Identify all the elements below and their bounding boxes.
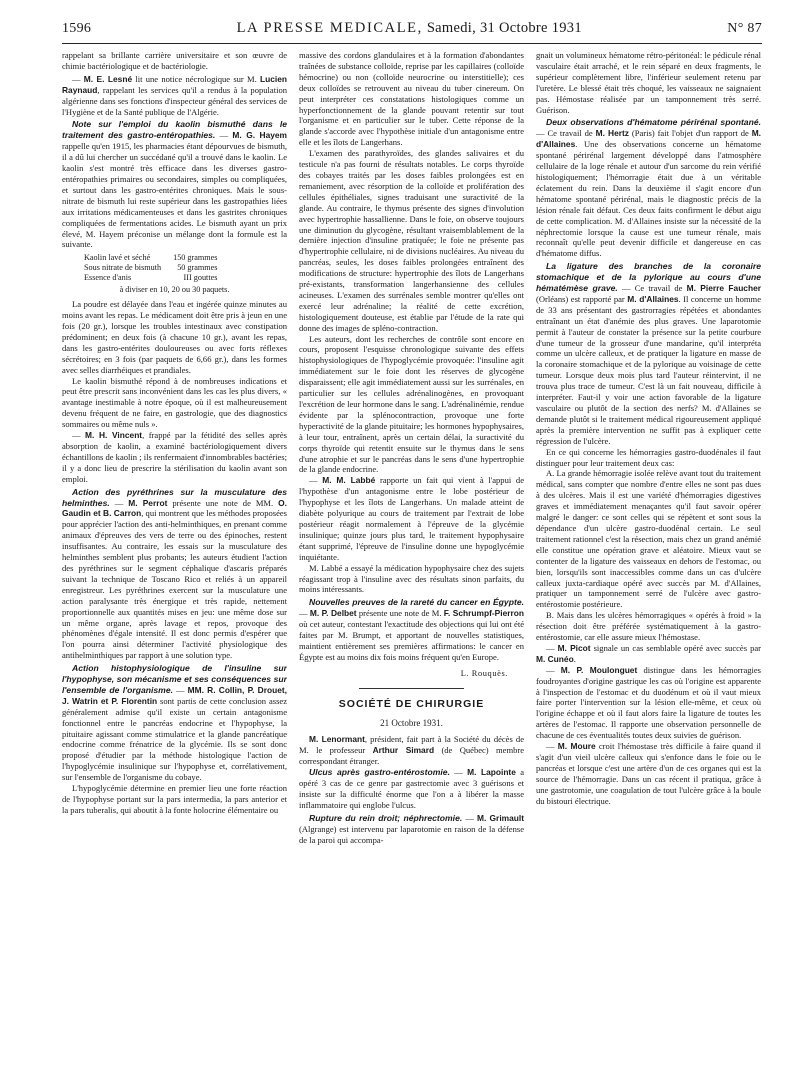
author-names: O. Gaudin et B. Carron <box>62 497 287 519</box>
article-columns <box>62 50 762 1070</box>
text: croit l'hémostase très difficile à faire quand il s'agit d'un vieil ulcère calleux qui s'enfonce dans le foie ou le pancréas et lorsque c'est une artère d'un de ces organes qui est la source de l'hémorragie. Dans un cas récent il pratiqua, grâce à une gastrotomie, une coagulation de tout l'ulcère grâce à la boule du bistouri électrique. <box>536 741 761 806</box>
speaker-name: M. Perrot <box>128 497 168 508</box>
recipe-table <box>84 253 221 283</box>
recipe-row <box>84 273 221 283</box>
paragraph: Le kaolin bismuthé répond à de nombreuses indications et peut être prescrit sans inconvénient dans les cas les plus divers, « avantage inestimable à notre époque, où il est malheureusement devenu fréquent de ne faire, en gastrologie, que des diagnostics sommaires ou même nuls ». <box>62 375 287 430</box>
issue-date: Samedi, 31 Octobre 1931 <box>426 20 582 36</box>
paragraph: Action histophysiologique de l'insuline sur l'hypophyse, son mécanisme et ses conséquences sur l'ensemble de l'organisme. — MM. R. Collin, P. Drouet, J. Watrin et P. Florentin sont partis de cette conclusion assez généralement admise qu'il existe un certain antagonisme fonctionnel entre le pancréas endocrine et l'hypophyse, la pituitaire agissant comme stimulatrice et la glande pancréatique endocrine comme frénatrice de la glycémie. Ils se sont donc proposé d'étudier par la méthode histologique l'action de l'hypoglycémie insulinique sur l'hypophyse et, corrélativement, sur l'ensemble de l'organisme du cobaye. <box>62 663 287 783</box>
text: où cet auteur, contestant l'exactitude des objections qui lui ont été faites par M. Brumpt, et apportant de nouvelles statistiques, maintient entièrement ses premières affirmations: le cancer en Égypte est au moins dix fois moins fréquent qu'en Europe. <box>299 619 524 662</box>
text: rappelle qu'en 1915, les pharmacies étant dépourvues de bismuth, il a dû lui chercher un succédané qu'il a trouvé dans le kaolin. Le kaolin s'est montré très efficace dans les diverses gastro-entéropathies primaires ou secondaires, simples ou compliquées, et surtout dans les gastro-entérites chroniques. Mais le sous-nitrate de bismuth lui reste supérieur dans les gastropathies liées aux irritations médicamenteuses et dans les gastrites chroniques compliquées de fermentations acides. Le bismuth ayant un prix élevé, M. Hayem préconise un mélange dont la formule est la suivante. <box>62 141 287 250</box>
recipe-item: Kaolin lavé et séché <box>84 253 151 263</box>
section-divider <box>359 688 464 689</box>
speaker-name: M. Moure <box>557 741 596 752</box>
paragraph: Rupture du rein droit; néphrectomie. — M. Grimault (Algrange) est intervenu par laparotomie en raison de la défense de la paroi qui accompa- <box>299 812 524 845</box>
text: distingue dans les hémorragies foudroyantes d'origine gastrique les cas où l'origine est apparente à l'inspection de l'estomac et du duodénum et où il vaut mieux faire porter l'intervention sur la lésion elle-même, et ceux où l'origine échappe et où il faut alors faire la ligature de toutes les artères de l'estomac. Il rapporte une observation personnelle de chacune de ces éventualités toutes deux suivies de guérison. <box>536 664 761 741</box>
journal-name: LA PRESSE MEDICALE, <box>236 20 423 36</box>
paragraph: A. La grande hémorragie isolée relève avant tout du traitement médical, sans compter que nombre d'entre elles ne sont pas dues à des ulcères. Mais il est une variété d'hémorragies digestives graves et immédiatement menaçantes qu'il faut savoir opérer malgré le danger: ce sont celles qui se répètent et sont sous la dépendance d'un ulcère gastro-duodénal certain. Le seul traitement rationnel c'est la résection, mais chez un grand anémié elle constitue une opération grave et aléatoire. Mieux vaut se contenter de la ligature des vaisseaux en dehors de l'estomac, ou bien, lorsqu'ils sont inaccessibles comme dans un cas d'ulcère calleux juxta-cardiaque opéré avec succès par M. d'Allaines, pratiquer un tamponnement serré de l'ulcère avec gastro-entérostomie postérieure. <box>536 468 761 610</box>
person-name: Arthur Simard <box>372 745 435 756</box>
paragraph: B. Mais dans les ulcères hémorragiques « opérés à froid » la résection doit être préférée systématiquement à la gastro-entérostomie, car elle assure mieux l'hémostase. <box>536 610 761 643</box>
page-header <box>62 20 762 42</box>
paragraph: — M. P. Moulonguet distingue dans les hémorragies foudroyantes d'origine gastrique les cas où l'origine est apparente à l'inspection de l'estomac et du duodénum et où il vaut mieux faire porter l'intervention sur la lésion elle-même, et ceux où l'origine échappe et où il faut alors faire la ligature de toutes les artères de l'estomac. Il rapporte une observation personnelle de chacune de ces éventualités toutes deux suivies de guérison. <box>536 664 761 741</box>
society-date: 21 Octobre 1931. <box>380 717 443 728</box>
person-name: M. d'Allaines <box>627 293 679 304</box>
recipe-qty: III gouttes <box>183 273 218 283</box>
recipe-row <box>84 253 221 263</box>
speaker-name: M. Lenormant <box>309 734 365 745</box>
recipe-qty: 150 grammes <box>173 253 218 263</box>
text: — Ce travail de <box>536 128 596 139</box>
text: lit une notice nécrologique sur M. <box>132 73 260 84</box>
paragraph: L'hypoglycémie détermine en premier lieu une forte réaction de l'hypophyse portant sur la pars intermedia, la pars anterior et la pars tuberalis, qui aboutit à la fonte holocrine élémentaire ou <box>62 783 287 815</box>
text: a opéré 3 cas de ce genre par gastrectomie avec 3 guérisons et insiste sur la difficulté énorme que l'on a à libérer la masse inflammatoire qui englobe l'ulcus. <box>299 767 524 810</box>
text: sont partis de cette conclusion assez généralement admise qu'il existe un certain antagonisme fonctionnel entre le pancréas endocrine et l'hypophyse, la pituitaire agissant comme stimulatrice et la glande pancréatique endocrine comme frénatrice de la glycémie. Ils se sont donc proposé d'étudier par la méthode histologique l'action de l'hypoglycémie insulinique sur l'hypophyse et, corrélativement, sur l'ensemble de l'organisme du cobaye. <box>62 695 287 783</box>
paragraph: L'examen des parathyroïdes, des glandes salivaires et du testicule n'a pas fourni de résultats notables. Le corps thyroïde des cobayes traités par les doses faibles prolongées est en remaniement, avec résorption de la colloïde et prolifération des cellules épithéliales, signes traduisant une suractivité de la glande. Au contraire, le thymus présente des signes d'involution avec hypertrophie hassallienne. Dans le foie, on observe toujours une diminution du glycogène, résultant vraisemblablement de la dernière injection d'insuline pratiquée; le foie ne présente pas d'hypertrophie cellulaire, ni de divisions nucléaires. Au niveau du pancréas, seules, les doses faibles prolongées entraînent des modifications de structure: hypertrophie des îlots de Langerhans pré-existants, transformation langerhansienne des cellules acineuses. L'examen des surrénales semble montrer qu'elles ont exercé leur adrénaline; la réalité de cette excrétion, histologiquement douteuse, est établie par l'étude de la rate qui donne des images de spléno-contraction. <box>299 148 524 333</box>
text: présente une note de MM. <box>167 497 279 508</box>
paragraph: Note sur l'emploi du kaolin bismuthé dans le traitement des gastro-entéropathies. — M. G. Hayem rappelle qu'en 1915, les pharmacies étant dépourvues de bismuth, il a dû lui chercher un succédané qu'il a trouvé dans le kaolin. Le kaolin s'est montré très efficace dans les diverses gastro-entéropathies primaires ou secondaires, simples ou compliquées, et surtout dans les gastro-entérites chroniques. Mais le sous-nitrate de bismuth lui reste supérieur dans les gastropathies liées aux irritations médicamenteuses et dans les gastrites chroniques compliquées de fermentations acides. Le bismuth ayant un prix élevé, M. Hayem préconise un mélange dont la formule est la suivante. <box>62 119 287 250</box>
speaker-name: M. Hertz <box>595 128 629 139</box>
paragraph: En ce qui concerne les hémorragies gastro-duodénales il faut distinguer pour leur traitement deux cas: <box>536 446 761 468</box>
person-name: M. Cunéo <box>536 653 574 664</box>
section-title: La ligature des branches de la coronaire stomachique et de la pylorique au cours d'une hématémèse grave. <box>536 261 761 294</box>
recipe-item: Essence d'anis <box>84 273 132 283</box>
paragraph: — M. E. Lesné lit une notice nécrologique sur M. Lucien Raynaud, rappelant les services qu'il a rendus à la population algérienne dans ses fonctions d'inspecteur général des services de l'Hygiène et de la Santé publique de l'Algérie. <box>62 73 287 117</box>
person-name: Lucien Raynaud <box>62 73 287 95</box>
column-1 <box>62 50 287 1070</box>
paragraph: massive des cordons glandulaires et à la formation d'abondantes traînées de substance colloïde, reprise par les capillaires (colloïde hémocrine) ou non (colloïde neurocrine ou interstitielle); ces deux colloïdes se retrouvent au niveau du tuber cinereum. On peut interpréter ces constatations histologiques comme un hyperfonctionnement de la glande pouvant retentir sur tout l'organisme et en particulier sur le tuber. Cette réponse de la glande s'accorde avec l'hypothèse initiale d'un antagonisme entre elle et les îlots de Langerhans. <box>299 50 524 148</box>
page-number: 1596 <box>62 21 92 36</box>
issue-number: N° 87 <box>727 21 762 36</box>
person-name: F. Schrumpf-Pierron <box>443 608 524 619</box>
text: . <box>573 653 576 664</box>
paragraph: — M. Picot signale un cas semblable opéré avec succès par M. Cunéo. <box>536 642 761 664</box>
recipe-note: à diviser en 10, 20 ou 30 paquets. <box>119 285 230 295</box>
recipe-row <box>84 263 221 273</box>
paragraph: — M. Moure croit l'hémostase très difficile à faire quand il s'agit d'un vieil ulcère calleux qui s'enfonce dans le foie ou le pancréas et lorsque c'est une artère d'un de ces organes qui est la source de l'hémorragie. Dans un cas récent il pratiqua, grâce à une gastrotomie, une coagulation de tout l'ulcère grâce à la boule du bistouri électrique. <box>536 741 761 806</box>
column-3 <box>536 50 761 1070</box>
text: (Orléans) est rapporté par <box>536 293 628 304</box>
text: . Une des observations concerne un hématome spontané périrénal largement développé dans l'atmosphère cellulaire de la loge rénale et autour d'un sarcome du rein vérifié histologiquement; l'hémorragie était due à un véritable éclatement du rein. Dans la deuxième il s'agit encore d'un hématome spontané périrénal, mais le diagnostic précis de la lésion rénale fait défaut. Ces deux faits confirment le début aigu de cette complication. M. d'Allaines insiste sur la nécessité de la néphrectomie lorsque la cause est une tumeur rénale, mais reconnaît qu'elle peut devenir difficile et dangereuse en cas d'hématome diffus. <box>536 139 761 259</box>
paragraph <box>536 117 761 259</box>
text: . Il concerne un homme de 33 ans présentant des gastrorragies répétées et abondantes entraînant un état d'anémie des plus graves. Une laparotomie permit à l'auteur de constater la présence sur la petite courbure d'une tumeur de la grosseur d'une mandarine, qu'il interpréta comme un ulcère calleux, et de pratiquer la ligature en masse de la coronaire stomachique et de la pylorique au voisinage de cette tumeur. Lorsque deux mois plus tard l'auteur réintervint, il ne trouva plus trace de tumeur. C'est là un fait nouveau, difficile à interpréter. Faut-il y voir une action favorable de la ligature vasculaire ou plutôt de la section des nerfs? M. d'Allaines se demande plutôt si le traitement médical rigoureusement appliqué après la première intervention ne suffit pas à expliquer cette régression de l'ulcère. <box>536 293 761 446</box>
text: (Paris) fait l'objet d'un rapport de <box>628 128 752 139</box>
speaker-name: M. G. Hayem <box>232 130 287 141</box>
text: (de Québec) membre correspondant étranger. <box>299 745 524 767</box>
paragraph <box>536 261 761 446</box>
recipe-item: Sous nitrate de bismuth <box>84 263 162 273</box>
paragraph: — M. M. Labbé rapporte un fait qui vient à l'appui de l'hypothèse d'un antagonisme entre le lobe postérieur de l'hypophyse et les îlots de Langerhans. Un malade atteint de diabète polyurique au cours de traitement par l'extrait de lobe postérieur réagit normalement à l'épreuve de la glycémie insulinique; quinze jours plus tard, le traitement hypophysaire étant supprimé, l'épreuve de l'insuline donne une hypoglycémie inquiétante. <box>299 475 524 562</box>
section-title: Ulcus après gastro-entérostomie. <box>309 767 450 778</box>
speaker-name: M. Lapointe <box>467 767 516 778</box>
section-title: Rupture du rein droit; néphrectomie. <box>309 812 463 823</box>
speaker-name: M. M. Labbé <box>322 475 376 486</box>
text: , qui montrent que les méthodes proposées pour apprécier l'action des anti-helminthiques, en prenant comme animaux d'épreuves des vers de terre ou des épinoches, restent insuffisantes. Au contraire, les essais sur la musculature des helminthes semblent plus probants; les auteurs étudient l'action des pyréthrines sur le segment céphalique d'ascaris préparés suivant la technique de Toscano Rico et reliés à un appareil enregistreur. Les pyréthrines exercent sur la musculature une action paralysante très énergique et très rapide, nettement proportionnelle aux quantités mises en jeu: une même dose sur un même organe, après lavage et repos, provoque des phénomènes d'égale intensité. Il est donc permis d'espérer que l'on pourra ainsi déterminer l'activité physiologique des antihelminthiques par rapport à une solution type. <box>62 508 287 661</box>
paragraph: Nouvelles preuves de la rareté du cancer en Égypte. — M. P. Delbet présente une note de M. F. Schrumpf-Pierron où cet auteur, contestant l'exactitude des objections qui lui ont été faites par M. Brumpt, et apportant de nouvelles statistiques, maintient entièrement ses premières affirmations: le cancer en Égypte est au moins dix fois moins fréquent qu'en Europe. <box>299 597 524 662</box>
text: , rappelant les services qu'il a rendus à la population algérienne dans ses fonctions d'inspecteur général des services de l'Hygiène et de la Santé publique de l'Algérie. <box>62 84 287 117</box>
text: (Algrange) est intervenu par laparotomie en raison de la défense de la paroi qui accompa- <box>299 823 524 845</box>
section-title: Note sur l'emploi du kaolin bismuthé dans le traitement des gastro-entéropathies. <box>62 119 287 141</box>
speaker-name: M. Picot <box>557 642 591 653</box>
speaker-name: M. H. Vincent <box>85 430 143 441</box>
text: , frappé par la fétidité des selles après absorption de kaolin, a examiné bactériologiquement divers échantillons de kaolin ; ils renfermaient d'innombrables bactéries; il y a donc lieu de prescrire la stérilisation du kaolin avant son emploi. <box>62 430 287 484</box>
speaker-name: M. P. Delbet <box>309 608 357 619</box>
paragraph: La poudre est délayée dans l'eau et ingérée quinze minutes au moins avant les repas. Le médicament doit être pris à jeun en une fois (20 gr.), lorsque les troubles intestinaux avec constipation prédominent; en deux fois (à chacune 10 gr.), avant les repas, dans les gastro-entérites douloureuses ou avec forts réflexes sécrétoires; en 3 fois (par paquets de 6,66 gr.), dans les formes avec selles diarrhéiques et prandiales. <box>62 299 287 375</box>
section-title: Nouvelles preuves de la rareté du cancer en Égypte. <box>309 597 524 608</box>
paragraph: Les auteurs, dont les recherches de contrôle sont encore en cours, proposent l'esquisse chronologique suivante des effets histophysiologiques de l'hypoglycémie provoquée: l'insuline agit immédiatement sur le foie dont les réserves de glycogène disparaissent; elle agit immédiatement aussi sur les surrénales, en particulier sur les cellules adrénalinogènes, en provoquant l'excrétion de leur hormone dans le sang. L'adrénalinémie, rendue évidente par la splénocontraction, provoque une forte hyperactivité de la glande pituitaire; les hormones hypophysaires, à leur tour, entraînent, après un certain délai, la suractivité du corps thyroïde qui retentit ensuite sur le thymus dans le sens d'une atrophie et sur le pancréas dans le sens d'une hypertrophie de la glande endocrine. <box>299 333 524 475</box>
speaker-name: M. E. Lesné <box>83 73 133 84</box>
paragraph: Action des pyréthrines sur la musculature des helminthes. — M. Perrot présente une note de MM. O. Gaudin et B. Carron, qui montrent que les méthodes proposées pour apprécier l'action des anti-helminthiques, en prenant comme animaux d'épreuves des vers de terre ou des épinoches, restent insuffisantes. Au contraire, les essais sur la musculature des helminthes semblent plus probants; les auteurs étudient l'action des pyréthrines sur le segment céphalique d'ascaris préparés suivant la technique de Toscano Rico et reliés à un appareil enregistreur. Les pyréthrines exercent sur la musculature une action paralysante très énergique et très rapide, nettement proportionnelle aux quantités mises en jeu: une même dose sur un même organe, après lavage et repos, provoque des phénomènes d'égale intensité. Il est donc permis d'espérer que l'on pourra ainsi déterminer l'activité physiologique des antihelminthiques par rapport à une solution type. <box>62 486 287 661</box>
paragraph: Ulcus après gastro-entérostomie. — M. Lapointe a opéré 3 cas de ce genre par gastrectomie avec 3 guérisons et insiste sur la difficulté énorme que l'on a à libérer la masse inflammatoire qui englobe l'ulcus. <box>299 767 524 810</box>
text: rapporte un fait qui vient à l'appui de l'hypothèse d'un antagonisme entre le lobe postérieur de l'hypophyse et les îlots de Langerhans. Un malade atteint de diabète polyurique au cours de traitement par l'extrait de lobe postérieur réagit normalement à l'épreuve de la glycémie insulinique; quinze jours plus tard, le traitement hypophysaire étant supprimé, l'épreuve de l'insuline donne une hypoglycémie inquiétante. <box>299 475 524 562</box>
paragraph: gnait un volumineux hématome rétro-péritonéal: le pédicule rénal vasculaire était arraché, et le rein séparé en deux fragments, le supérieur complètement libre, l'inférieur seulement retenu par l'uretère. Le blessé était très choqué, les vaisseaux ne saignaient pas. Hémostase réalisée par un tamponnement très serré. Guérison. <box>536 50 761 115</box>
paragraph <box>299 734 524 767</box>
person-name: M. d'Allaines <box>536 128 761 150</box>
recipe-qty: 50 grammes <box>177 263 218 273</box>
section-title: Action histophysiologique de l'insuline sur l'hypophyse, son mécanisme et ses conséquences sur l'ensemble de l'organisme. <box>62 663 287 695</box>
text: , président, fait part à la Société du décès de M. le professeur <box>299 734 524 756</box>
society-title: SOCIÉTÉ DE CHIRURGIE <box>338 697 485 710</box>
header-rule <box>62 43 762 44</box>
text: présente une note de M. <box>356 608 444 619</box>
signature: L. Rouquès. <box>460 668 508 678</box>
column-2 <box>299 50 524 1070</box>
author-names: MM. R. Collin, P. Drouet, J. Watrin et P. Florentin <box>62 684 287 706</box>
paragraph: M. Labbé a essayé la médication hypophysaire chez des sujets réagissant trop à l'insuline avec des résultats sinon parfaits, du moins intéressants. <box>299 562 524 595</box>
section-title: Action des pyréthrines sur la musculature des helminthes. <box>62 486 287 508</box>
paragraph: rappelant sa brillante carrière universitaire et son œuvre de chimie bactériologique et de bactériologie. <box>62 50 287 71</box>
text: — Ce travail de <box>617 283 687 294</box>
paragraph: — M. H. Vincent, frappé par la fétidité des selles après absorption de kaolin, a examiné bactériologiquement divers échantillons de kaolin ; ils renfermaient d'innombrables bactéries; il y a donc lieu de prescrire la stérilisation du kaolin avant son emploi. <box>62 430 287 484</box>
section-title: Deux observations d'hématome périrénal spontané. <box>546 117 761 128</box>
running-title <box>91 20 727 37</box>
text: signale un cas semblable opéré avec succès par <box>590 642 761 653</box>
speaker-name: M. Pierre Faucher <box>686 283 761 294</box>
speaker-name: M. Grimault <box>476 812 524 823</box>
speaker-name: M. P. Moulonguet <box>560 664 638 675</box>
